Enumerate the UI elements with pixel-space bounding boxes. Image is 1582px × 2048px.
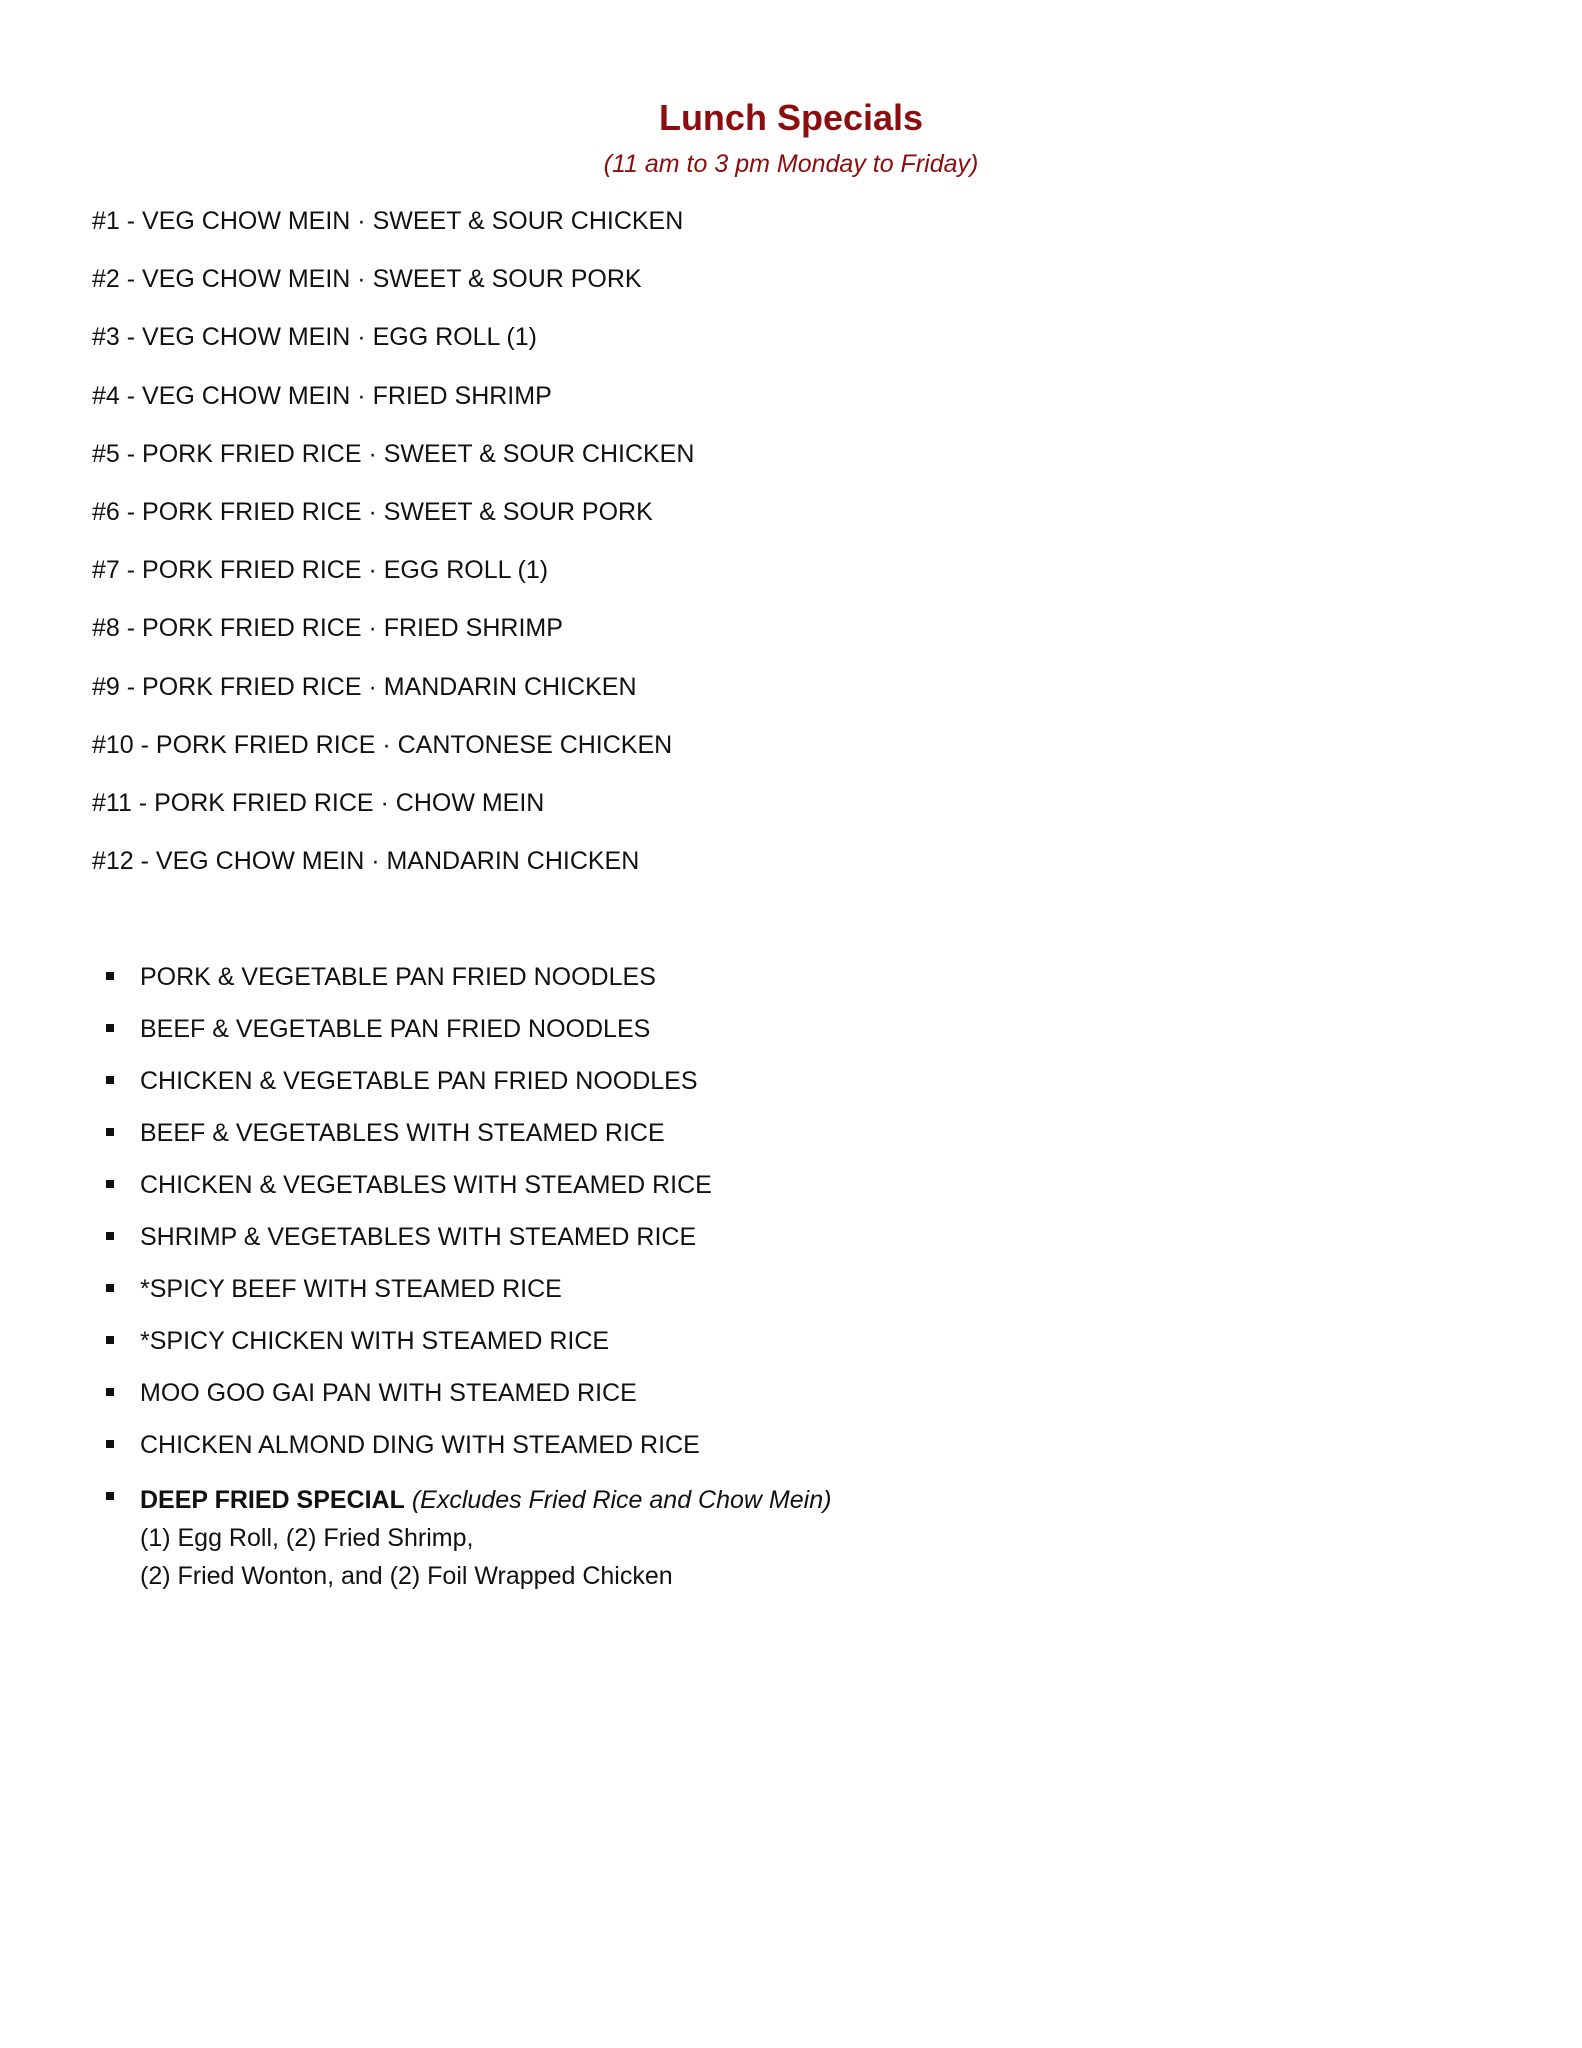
list-item [104, 961, 831, 1013]
list-item-label: *SPICY CHICKEN WITH STEAMED RICE [140, 1327, 610, 1355]
list-item [104, 1377, 831, 1429]
list-item: #4 - VEG CHOW MEIN · FRIED SHRIMP [92, 381, 552, 410]
list-item-label: CHICKEN & VEGETABLE PAN FRIED NOODLES [140, 1067, 698, 1095]
list-item: #3 - VEG CHOW MEIN · EGG ROLL (1) [92, 323, 537, 352]
list-item: #10 - PORK FRIED RICE · CANTONESE CHICKEN [92, 730, 673, 759]
list-item [104, 1325, 831, 1377]
list-item [104, 1221, 831, 1273]
list-item-label: PORK & VEGETABLE PAN FRIED NOODLES [140, 963, 656, 991]
deep-fried-heading [140, 1481, 831, 1519]
deep-fried-special-item [104, 1481, 831, 1595]
square-bullet-icon [106, 1076, 114, 1084]
list-item [104, 1117, 831, 1169]
list-item-label: BEEF & VEGETABLE PAN FRIED NOODLES [140, 1015, 651, 1043]
list-item-label: MOO GOO GAI PAN WITH STEAMED RICE [140, 1379, 637, 1407]
list-item: #5 - PORK FRIED RICE · SWEET & SOUR CHICKEN [92, 439, 695, 468]
list-item [104, 1429, 831, 1481]
page-title: Lunch Specials [658, 97, 924, 138]
list-item: #6 - PORK FRIED RICE · SWEET & SOUR PORK [92, 497, 653, 526]
deep-fried-line-1: (1) Egg Roll, (2) Fried Shrimp, [140, 1524, 474, 1552]
list-item-label: *SPICY BEEF WITH STEAMED RICE [140, 1275, 562, 1303]
list-item: #8 - PORK FRIED RICE · FRIED SHRIMP [92, 614, 563, 643]
square-bullet-icon [106, 1440, 114, 1448]
square-bullet-icon [106, 1024, 114, 1032]
bulleted-specials-list [104, 961, 831, 1595]
square-bullet-icon [106, 1232, 114, 1240]
numbered-specials-list [92, 205, 694, 903]
hours-subtitle: (11 am to 3 pm Monday to Friday) [603, 150, 979, 178]
list-item: #2 - VEG CHOW MEIN · SWEET & SOUR PORK [92, 265, 642, 294]
list-item-label: CHICKEN ALMOND DING WITH STEAMED RICE [140, 1431, 700, 1459]
list-item-label: SHRIMP & VEGETABLES WITH STEAMED RICE [140, 1223, 697, 1251]
list-item [104, 1169, 831, 1221]
list-item: #9 - PORK FRIED RICE · MANDARIN CHICKEN [92, 672, 637, 701]
list-item: #11 - PORK FRIED RICE · CHOW MEIN [92, 788, 545, 817]
deep-fried-name: DEEP FRIED SPECIAL [140, 1486, 405, 1514]
list-item [104, 1013, 831, 1065]
list-item [104, 1065, 831, 1117]
list-item: #12 - VEG CHOW MEIN · MANDARIN CHICKEN [92, 847, 640, 876]
square-bullet-icon [106, 1336, 114, 1344]
list-item [104, 1273, 831, 1325]
square-bullet-icon [106, 1388, 114, 1396]
square-bullet-icon [106, 972, 114, 980]
list-item-label: CHICKEN & VEGETABLES WITH STEAMED RICE [140, 1171, 712, 1199]
list-item: #7 - PORK FRIED RICE · EGG ROLL (1) [92, 556, 549, 585]
list-item: #1 - VEG CHOW MEIN · SWEET & SOUR CHICKEN [92, 207, 684, 235]
deep-fried-note: (Excludes Fried Rice and Chow Mein) [411, 1486, 832, 1514]
square-bullet-icon [106, 1180, 114, 1188]
square-bullet-icon [106, 1128, 114, 1136]
deep-fried-line-2: (2) Fried Wonton, and (2) Foil Wrapped Chicken [140, 1562, 673, 1590]
square-bullet-icon [106, 1492, 114, 1500]
square-bullet-icon [106, 1284, 114, 1292]
list-item-label: BEEF & VEGETABLES WITH STEAMED RICE [140, 1119, 665, 1147]
